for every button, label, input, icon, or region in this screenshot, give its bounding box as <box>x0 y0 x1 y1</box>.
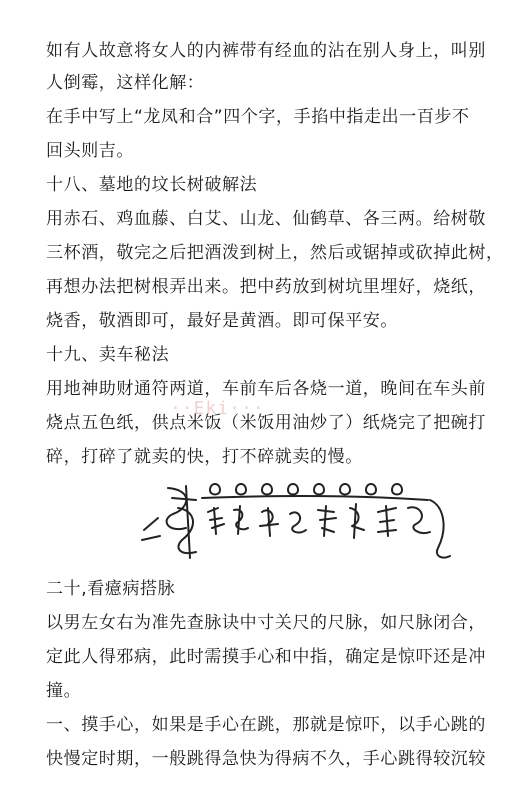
text-line: 烧香，敬酒即可，最好是黄酒。即可保平安。 <box>46 311 398 331</box>
text-line: 用赤石、鸡血藤、白艾、山龙、仙鹤草、各三两。给树敬 <box>46 209 486 229</box>
text-line: 在手中写上“龙凤和合”四个字，手掐中指走出一百步不 <box>46 107 470 127</box>
section-heading-18: 十八、墓地的坟长树破解法 <box>46 175 258 195</box>
text-line: 用地神助财通符两道，车前车后各烧一道，晚间在车头前 <box>46 379 486 399</box>
watermark: ··Eki··· <box>170 398 265 419</box>
text-line: 三杯酒，敬完之后把酒泼到树上，然后或锯掉或砍掉此树， <box>46 243 504 263</box>
text-line: 碎，打碎了就卖的快，打不碎就卖的慢。 <box>46 447 363 467</box>
text-line: 撞。 <box>46 681 82 701</box>
text-line: 如有人故意将女人的内裤带有经血的沾在别人身上，叫别 <box>46 41 486 61</box>
text-line: 一、摸手心，如果是手心在跳，那就是惊吓，以手心跳的 <box>46 715 486 735</box>
text-line: 烧点五色纸，供点米饭（米饭用油炒了）纸烧完了把碗打 <box>46 413 486 433</box>
text-line: 快慢定时期，一般跳得急快为得病不久，手心跳得较沉较 <box>46 749 486 769</box>
section-heading-19: 十九、卖车秘法 <box>46 345 170 365</box>
text-line: 再想办法把树根弄出来。把中药放到树坑里埋好，烧纸， <box>46 277 486 297</box>
section-heading-20: 二十,看癔病搭脉 <box>46 579 176 599</box>
text-line: 回头则吉。 <box>46 141 134 161</box>
text-line: 以男左女右为准先查脉诀中寸关尺的尺脉，如尺脉闭合， <box>46 613 486 633</box>
text-line: 定此人得邪病，此时需摸手心和中指，确定是惊吓还是冲 <box>46 647 486 667</box>
talisman-drawing <box>138 478 458 568</box>
text-line: 人倒霉，这样化解： <box>46 73 205 93</box>
